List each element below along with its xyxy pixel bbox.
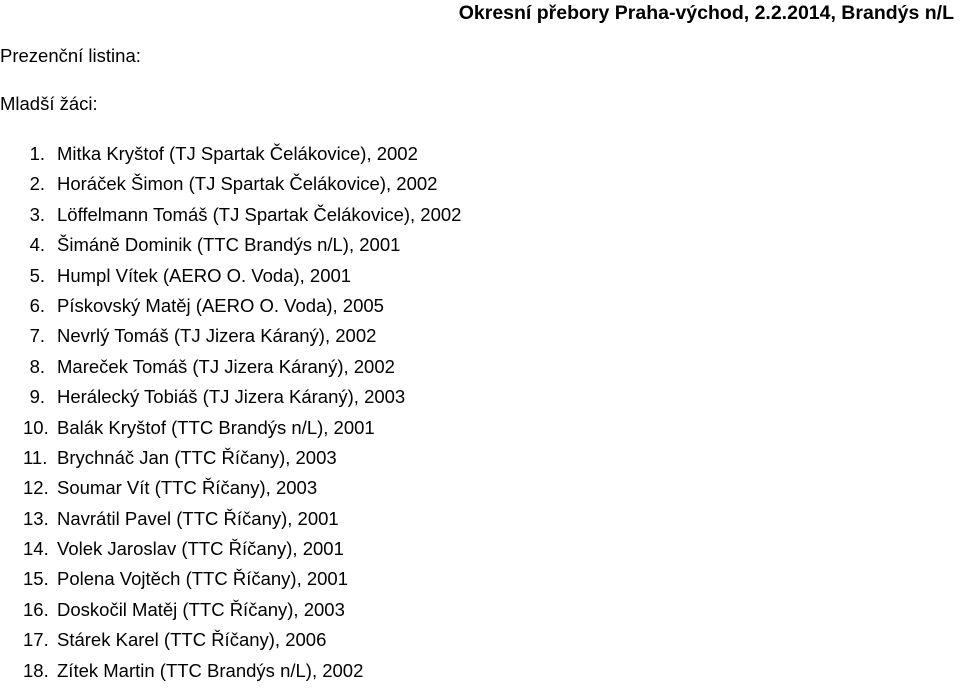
list-item-number: 12. [23,477,49,499]
list-item-number: 13. [23,507,49,529]
list-item-text: Navrátil Pavel (TTC Říčany), 2001 [57,507,339,529]
list-item-number: 3. [29,203,45,225]
list-item-number: 10. [23,416,49,438]
list-item-text: Löffelmann Tomáš (TJ Spartak Čelákovice), 2002 [57,203,462,225]
list-item-number: 7. [29,325,45,347]
list-item-text: Horáček Šimon (TJ Spartak Čelákovice), 2002 [57,173,438,195]
list-item-number: 6. [29,294,45,316]
list-item-text: Zítek Martin (TTC Brandýs n/L), 2002 [57,659,364,681]
list-item-number: 8. [29,355,45,377]
list-item-text: Polena Vojtěch (TTC Říčany), 2001 [57,568,349,590]
list-item-text: Pískovský Matěj (AERO O. Voda), 2005 [57,294,384,316]
document-title: Okresní přebory Praha-východ, 2.2.2014, Brandýs n/L [458,2,954,24]
list-item-text: Volek Jaroslav (TTC Říčany), 2001 [57,538,344,560]
list-item-number: 1. [29,143,45,164]
list-item-number: 5. [29,264,45,286]
category-label: Mladší žáci: [0,93,98,114]
list-item-text: Mareček Tomáš (TJ Jizera Káraný), 2002 [57,355,395,377]
list-item-number: 2. [29,173,45,195]
list-item-number: 18. [23,659,49,681]
list-item-number: 17. [23,629,49,651]
list-item-number: 4. [29,234,45,256]
list-item-text: Stárek Karel (TTC Říčany), 2006 [57,629,327,651]
list-item-number: 9. [29,386,45,408]
list-item-text: Brychnáč Jan (TTC Říčany), 2003 [57,446,337,468]
list-item-text: Herálecký Tobiáš (TJ Jizera Káraný), 2003 [57,386,406,408]
list-item-text: Balák Kryštof (TTC Brandýs n/L), 2001 [57,416,375,438]
attendance-list-label: Prezenční listina: [0,45,141,66]
list-item-text: Mitka Kryštof (TJ Spartak Čelákovice), 2002 [57,143,418,164]
list-item-text: Nevrlý Tomáš (TJ Jizera Káraný), 2002 [57,325,377,347]
list-item-number: 11. [23,446,48,468]
list-item-number: 15. [23,568,49,590]
list-item-number: 14. [23,538,49,560]
list-item-text: Humpl Vítek (AERO O. Voda), 2001 [57,264,352,286]
list-item-number: 16. [23,598,49,620]
list-item-text: Soumar Vít (TTC Říčany), 2003 [57,477,318,499]
list-item-text: Šimáně Dominik (TTC Brandýs n/L), 2001 [57,234,401,256]
list-item-text: Doskočil Matěj (TTC Říčany), 2003 [57,598,345,620]
